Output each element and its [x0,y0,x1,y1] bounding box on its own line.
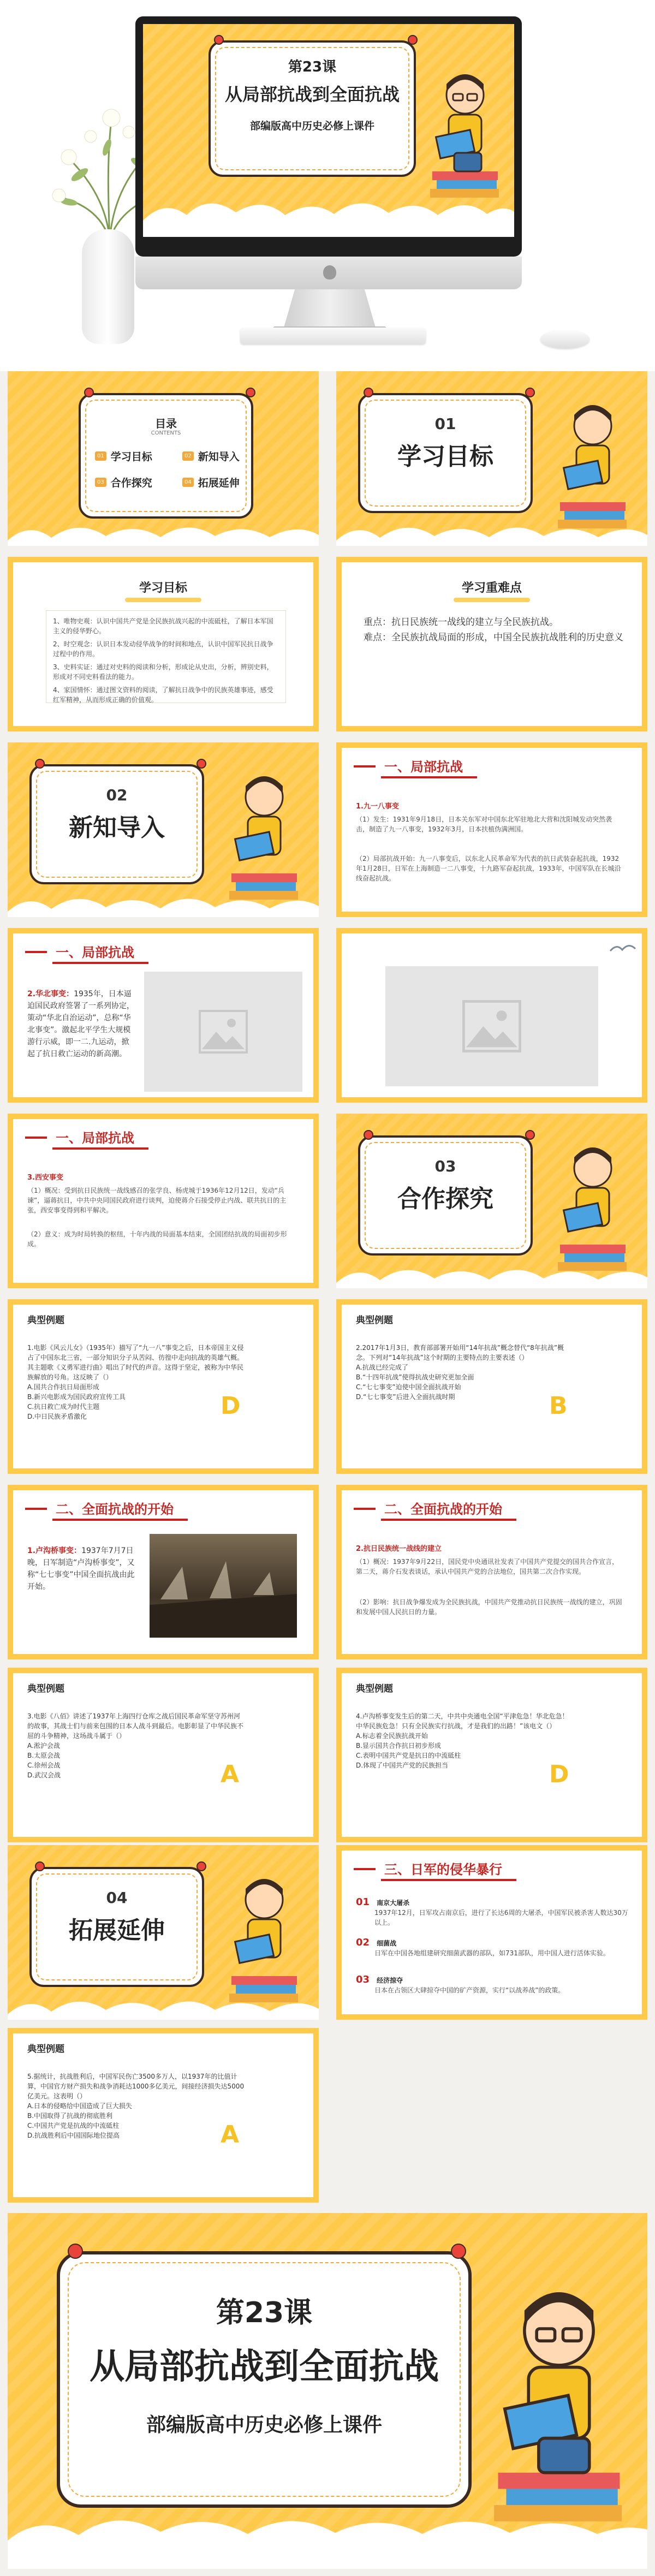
goals-title: 学习目标 [13,579,313,602]
event-p2: （2）局部抗战开始：九一八事变后，以东北人民革命军为代表的抗日武装奋起抗战，1932年1月28日，日军在上海制造一二八事变，十九路军奋起抗战，1933年，中国军队在长城沿线奋起抗战。 [356,855,621,882]
event-label: 1.卢沟桥事变： [27,1546,82,1555]
toc-label-4: 拓展延伸 [198,477,240,489]
reading-boy-icon [226,770,302,906]
example-label: 典型例题 [356,1315,393,1326]
goal-4: 4、家国情怀：通过图文资料的阅读，了解抗日战争中的民族英雄事迹，感受红军精神，从而形成正确的价值观。 [53,686,273,704]
example-body: 3.电影《八佰》讲述了1937年上海四行仓库之战后国民革命军坚守苏州河的故事，其战士们与前来包围的日本人战斗到最后。电影彰显了中华民族不屈的斗争精神，这场战斗属于（） A.淞沪会战 B.太原会战 C.徐州会战 D.武汉会战 [27,1712,244,1779]
section-title: 拓展延伸 [69,1917,165,1944]
atrocity-num: 01 [356,1896,370,1908]
atrocity-text: 日本在占领区大肆掠夺中国的矿产资源，实行“以战养战”的政策。 [374,1986,565,1994]
section-title: 合作探究 [397,1185,493,1213]
slide-example-5 [8,2028,319,2203]
cover-lesson: 第23课 [216,2297,313,2329]
clouds-decoration [8,519,319,546]
toc-label-3: 合作探究 [110,477,152,489]
example-body: 4.卢沟桥事变发生后的第二天，中共中央通电全国“平津危急！华北危急！中华民族危急！只有全民族实行抗战，才是我们的出路！”该电文（） A.标志着全民族抗战开始 B.显示国共合作抗日初步形成 C.表明中国共产党是抗日的中流砥柱 D.体现了中国共产党的民族担当 [356,1712,569,1769]
section-num: 03 [434,1157,456,1175]
event-p2: （2）影响：抗日战争爆发成为全民族抗战，中国共产党推动抗日民族统一战线的建立，巩固和发展中国人民抗日的力量。 [356,1598,622,1616]
event-text: 1937年7月7日晚，日军制造“卢沟桥事变”，又称“七七事变”中国全面抗战由此开始。 [27,1546,135,1591]
example-answer: B [549,1392,568,1420]
goal-2: 2、时空观念：认识日本发动侵华战争的时间和地点，认识中国军民抗日战争过程中的作用。 [53,640,273,658]
slide-full-war-2 [336,1485,647,1659]
slide-cover-large [8,2213,647,2569]
example-label: 典型例题 [356,1683,393,1694]
event-text: 1935年，日本逼迫国民政府签署了一系列协定，策动“华北自治运动”，总称“华北事变”。激起北平学生大规模游行示威，即一二.九运动，掀起了抗日救亡运动的新高潮。 [27,990,134,1058]
example-answer: A [221,2121,240,2149]
event-title: 2.抗日民族统一战线的建立 [356,1545,442,1553]
toc-item-2[interactable] [182,449,240,463]
toc-item-4[interactable] [182,475,240,490]
slide-section-03 [336,1114,647,1288]
toc-label-2: 新知导入 [198,451,240,463]
atrocity-item-3 [356,1974,629,1995]
vase [82,229,134,344]
image-placeholder [385,966,598,1086]
cover-lesson: 第23课 [288,59,337,75]
slide-918 [336,742,647,917]
slide-heading: 二、全面抗战的开始 [52,1497,188,1521]
slide-atrocity [336,1845,647,2020]
slide-example-3 [8,1668,319,1842]
section-title: 新知导入 [69,814,165,842]
imac-monitor [135,16,522,257]
atrocity-text: 1937年12月，日军攻占南京后，进行了长达6周的大屠杀，中国军民被杀害人数达30万以上。 [374,1909,628,1926]
slide-full-war-1 [8,1485,319,1659]
reading-boy-icon [555,1141,631,1277]
reading-boy-icon [488,2278,630,2535]
slide-heading: 一、局部抗战 [381,755,477,778]
event-p1: （1）概况：受到抗日民族统一战线感召的张学良、杨虎城于1936年12月12日，发动“兵谏”，逼蒋抗日，中共中央同国民政府进行谈判，迫使蒋介石接受停止内战、联共抗日的主张，西安事变得到和平解决。 [27,1187,287,1214]
slide-section-02 [8,742,319,917]
clouds-decoration [143,188,514,237]
example-body: 5.据统计，抗战胜利后，中国军民伤亡3500多万人，以1937年的比值计算，中国官方财产损失和战争消耗达1000多亿美元，间接经济损失达5000亿美元。这表明（） A.日本的侵略给中国造成了巨大损失 B.中国取得了抗战的彻底胜利 C.中国共产党是抗战的中流砥柱 D.抗战胜利后中国国际地位提高 [27,2073,245,2139]
example-answer: A [221,1760,240,1788]
toc-num-3: 03 [95,478,106,487]
cover-subtitle: 部编版高中历史必修上课件 [249,120,374,132]
atrocity-title: 经济掠夺 [377,1977,403,1984]
section-title: 学习目标 [397,443,493,471]
toc-label-1: 学习目标 [110,451,152,463]
atrocity-item-1 [356,1896,629,1927]
event-p1: （1）概况：1937年9月22日，国民党中央通讯社发表了中国共产党提交的国共合作宣言，第二天，蒋介石发表谈话，承认中国共产党的合法地位，国共第二次合作实现。 [356,1558,619,1575]
slide-goals [8,557,319,731]
keypoint-key: 重点：抗日民族统一战线的建立与全民族抗战。 [364,617,558,628]
atrocity-item-2 [356,1937,629,1958]
reading-boy-icon [427,68,503,204]
hero-mockup [0,0,655,371]
keypoint-difficulty: 难点：全民族抗战局面的形成，中国全民族抗战胜利的历史意义 [364,632,623,643]
cover-slide-preview [143,24,514,237]
cover-subtitle: 部编版高中历史必修上课件 [146,2414,382,2436]
slide-toc [8,371,319,546]
toc-title: 目录 [155,417,177,430]
apple-logo-icon [323,265,336,279]
section-num: 04 [106,1889,128,1907]
goal-1: 1、唯物史观：认识中国共产党是全民族抗战兴起的中流砥柱，了解日本军国主义的侵华野心。 [53,617,273,635]
slide-section-04 [8,1845,319,2020]
slide-heading: 一、局部抗战 [52,1126,148,1150]
section-num: 02 [106,786,128,804]
reading-boy-icon [226,1872,302,2009]
example-body: 1.电影《风云儿女》（1935年）描写了“九一八”事变之后，日本帝国主义侵占了中国东北三省，一部分知识分子从苦闷、彷徨中走向抗战的英雄气概。其主题歌《义勇军进行曲》唱出了时代的声音。这得于坚定，被称为中华民族解放的号角。这反映了（） A.国共合作抗日局面形成 B.新兴电影成为国民政府宣传工具 C.抗日救亡成为时代主题 D.中日民族矛盾激化 [27,1344,244,1420]
toc-item-1[interactable] [95,449,152,463]
clouds-decoration [8,2508,647,2569]
atrocity-text: 日军在中国各地组建研究细菌武器的部队，如731部队，用中国人进行活体实验。 [374,1949,610,1957]
slide-example-4 [336,1668,647,1842]
event-title: 3.西安事变 [27,1174,63,1182]
atrocity-title: 细菌战 [377,1940,397,1947]
slide-heading: 三、日军的侵华暴行 [381,1858,516,1881]
historical-photo [150,1534,297,1638]
example-label: 典型例题 [27,1683,64,1694]
slide-section-01 [336,371,647,546]
event-p1: （1）发生：1931年9月18日，日本关东军对中国东北军驻地北大营和沈阳城发动突然袭击，制造了九一八事变，1932年3月，日本扶植伪满洲国。 [356,816,612,833]
toc-item-3[interactable] [95,475,152,490]
event-title: 1.九一八事变 [356,802,399,811]
goal-3: 3、史料实证：通过对史料的阅读和分析，形成论从史出，分析，辨别史料，形成对不同史料看法的能力。 [53,663,273,681]
reading-boy-icon [555,398,631,535]
toc-num-1: 01 [95,451,106,461]
slide-xian [8,1114,319,1288]
example-answer: D [221,1392,241,1420]
toc-num-2: 02 [182,451,194,461]
example-label: 典型例题 [27,1315,64,1326]
slide-heading: 一、局部抗战 [52,941,148,964]
atrocity-num: 03 [356,1974,370,1985]
event-label: 2.华北事变： [27,990,74,998]
slide-example-1 [8,1299,319,1474]
keypoints-title: 学习重难点 [342,579,642,602]
event-p2: （2）意义：成为时局转换的枢纽，十年内战的局面基本结束，全国团结抗战的局面初步形成。 [27,1230,287,1248]
atrocity-title: 南京大屠杀 [377,1899,410,1907]
image-icon [199,1010,248,1054]
slide-example-2 [336,1299,647,1474]
slide-image-only [336,928,647,1103]
example-answer: D [549,1760,569,1788]
toc-title-en: CONTENTS [151,430,181,436]
image-icon [462,1000,522,1052]
toc-num-4: 04 [182,478,194,487]
example-label: 典型例题 [27,2044,64,2055]
slide-keypoints [336,557,647,731]
cover-title: 从局部抗战到全面抗战 [90,2347,439,2387]
slide-huabei [8,928,319,1103]
example-body: 2.2017年1月3日，教育部部署开始用“14年抗战”概念替代“8年抗战”概念。下列对“14年抗战”这个时期的主要特点的主要表述（） A.抗战已经完成了 B.“十四年抗战”使得抗战史研究更加全面 C.“七七事变”迫使中国全面抗战开始 D.“七七事变”后进入全面抗战时期 [356,1344,564,1401]
slide-heading: 二、全面抗战的开始 [381,1497,516,1521]
image-placeholder [144,972,302,1092]
cover-title: 从局部抗战到全面抗战 [224,84,400,105]
bird-icon [609,941,636,957]
mouse [540,330,590,348]
section-num: 01 [434,415,456,433]
keyboard [240,328,426,344]
atrocity-num: 02 [356,1937,370,1948]
